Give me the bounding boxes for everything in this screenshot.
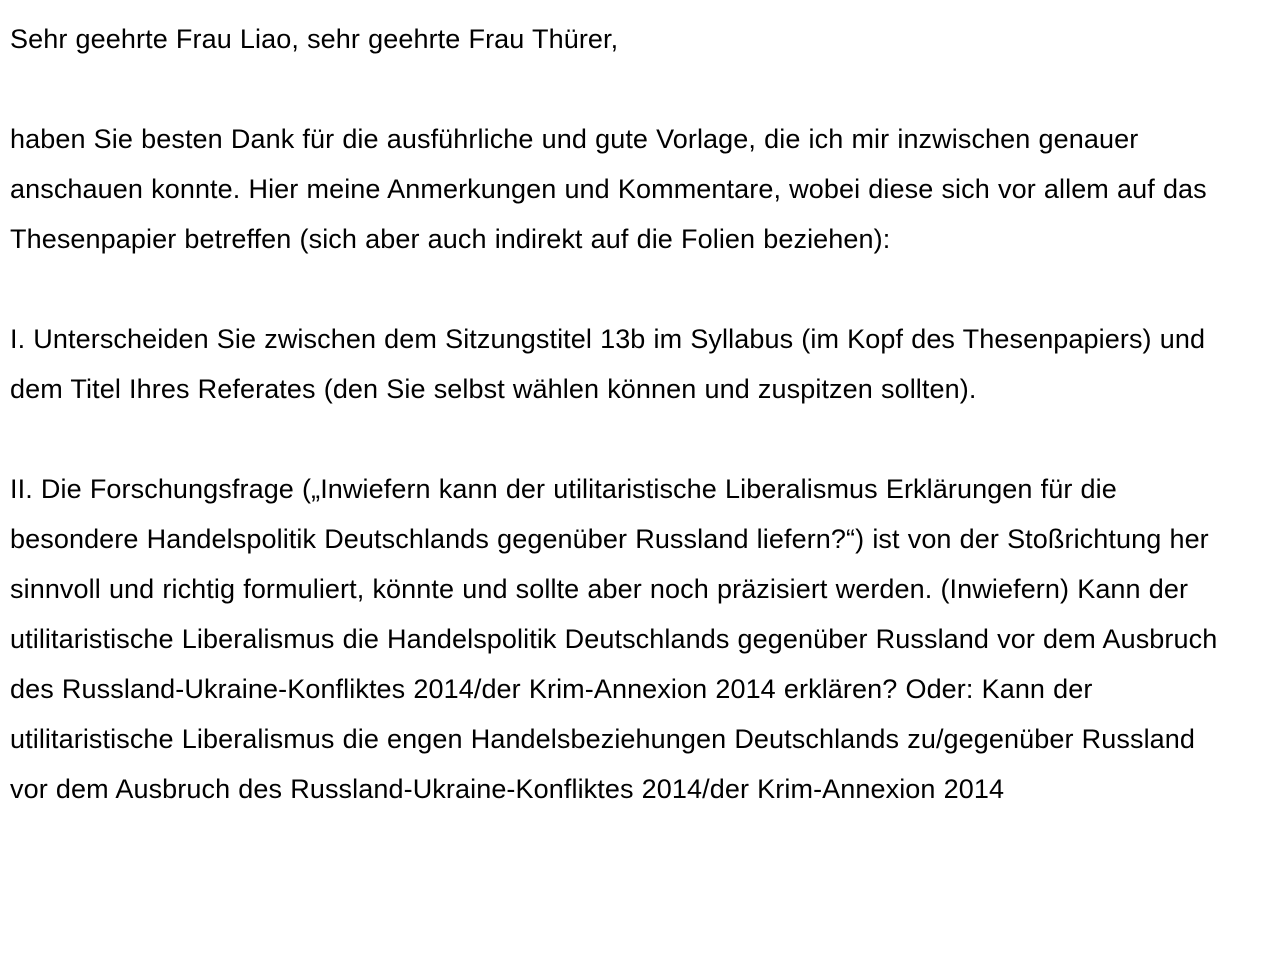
paragraph-intro: haben Sie besten Dank für die ausführliche und gute Vorlage, die ich mir inzwischen genauer anschauen konnte. Hier meine Anmerkungen und Kommentare, wobei diese sich vor allem auf das Thesenpapier betreffen (sich aber auch indirekt auf die Folien beziehen): bbox=[10, 124, 1207, 254]
paragraph-point-ii: II. Die Forschungsfrage („Inwiefern kann der utilitaristische Liberalismus Erklärungen für die besondere Handelspolitik Deutschlands gegenüber Russland liefern?“) ist von der Stoßrichtung her sinnvoll und richtig formuliert, könnte und sollte aber noch präzisiert werden. (Inwiefern) Kann der utilitaristische Liberalismus die Handelspolitik Deutschlands gegenüber Russland vor dem Ausbruch des Russland-Ukraine-Konfliktes 2014/der Krim-Annexion 2014 erklären? Oder: Kann der utilitaristische Liberalismus die engen Handelsbeziehungen Deutschlands zu/gegenüber Russland vor dem Ausbruch des Russland-Ukraine-Konfliktes 2014/der Krim-Annexion 2014 bbox=[10, 474, 1218, 804]
paragraph-salutation: Sehr geehrte Frau Liao, sehr geehrte Frau Thürer, bbox=[10, 24, 619, 54]
paragraph-point-i: I. Unterscheiden Sie zwischen dem Sitzungstitel 13b im Syllabus (im Kopf des Thesenpapiers) und dem Titel Ihres Referates (den Sie selbst wählen können und zuspitzen sollten). bbox=[10, 324, 1206, 404]
